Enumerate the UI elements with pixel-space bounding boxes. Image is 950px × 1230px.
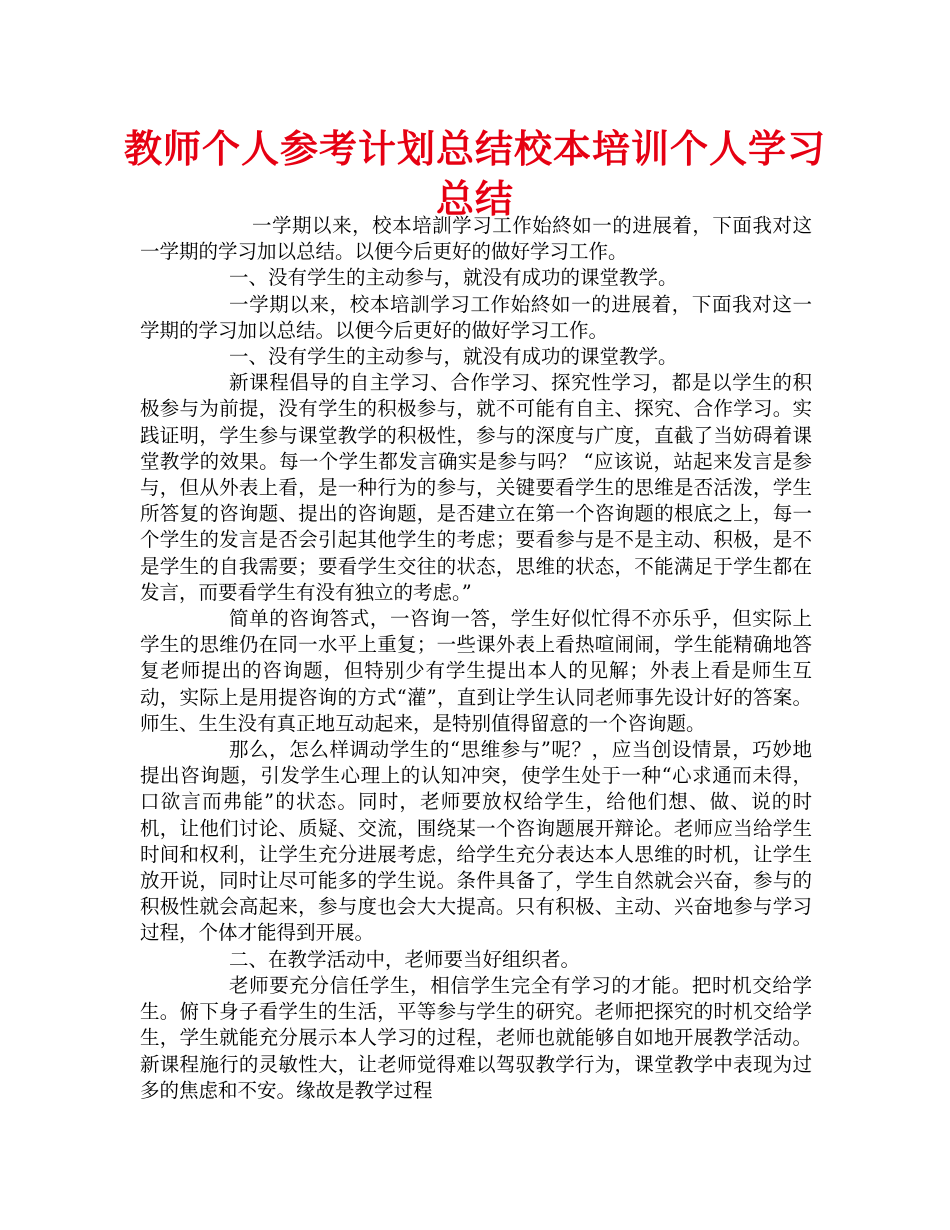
section-heading: 一、没有学生的主动参与，就没有成功的课堂教学。 [229,345,678,369]
paragraph: 一学期以来，校本培訓学习工作始終如一的进展着，下面我对这一学期的学习加以总结。以便今后更好的做好学习工作。 [140,214,812,264]
paragraph: 简单的咨询答式，一咨询一答，学生好似忙得不亦乐乎，但实际上学生的思维仍在同一水平上重复；一些课外表上看热喧闹闹，学生能精确地答复老师提出的咨询题，但特别少有学生提出本人的见解；外表上看是师生互动，实际上是用提咨询的方式“灌”，直到让学生认同老师事先设计好的答案。师生、生生没有真正地互动起来，是特别值得留意的一个咨询题。 [140,607,812,735]
paragraph: 老师要充分信任学生，相信学生完全有学习的才能。把时机交给学生。俯下身子看学生的生活，平等参与学生的研究。老师把探究的时机交给学生，学生就能充分展示本人学习的过程，老师也就能够自如地开展教学活动。新课程施行的灵敏性大，让老师觉得难以驾驭教学行为，课堂教学中表现为过多的焦虑和不安。缘故是教学过程 [140,973,812,1102]
paragraph: 一学期以来，校本培訓学习工作始終如一的进展着，下面我对这一学期的学习加以总结。以便今后更好的做好学习工作。 [140,292,812,342]
document-title: 教师个人参考计划总结校本培训个人学习总结 [123,127,826,221]
section-heading: 二、在教学活动中，老师要当好组织者。 [229,947,581,971]
paragraph: 那么，怎么样调动学生的“思维参与”呢？，应当创设情景，巧妙地提出咨询题，引发学生心理上的认知冲突，使学生处于一种“心求通而未得，口欲言而弗能”的状态。同时，老师要放权给学生，给他们想、做、说的时机，让他们讨论、质疑、交流，围绕某一个咨询题展开辩论。老师应当给学生时间和权利，让学生充分进展考虑，给学生充分表达本人思维的时机，让学生放开说，同时让尽可能多的学生说。条件具备了，学生自然就会兴奋，参与的积极性就会高起来，参与度也会大大提高。只有积极、主动、兴奋地参与学习过程，个体才能得到开展。 [140,738,812,945]
document-body [140,213,812,1104]
paragraph: 新课程倡导的自主学习、合作学习、探究性学习，都是以学生的积极参与为前提，没有学生的积极参与，就不可能有自主、探究、合作学习。实践证明，学生参与课堂教学的积极性，参与的深度与广度，直截了当妨碍着课堂教学的效果。每一个学生都发言确实是参与吗？ “应该说，站起来发言是参与，但从外表上看，是一种行为的参与，关键要看学生的思维是否活泼，学生所答复的咨询题、提出的咨询题，是否建立在第一个咨询题的根底之上，每一个学生的发言是否会引起其他学生的考虑；要看参与是不是主动、积极，是不是学生的自我需要；要看学生交往的状态，思维的状态，不能满足于学生都在发言，而要看学生有没有独立的考虑。” [140,371,812,604]
section-heading: 一、没有学生的主动参与，就没有成功的课堂教学。 [229,266,678,290]
